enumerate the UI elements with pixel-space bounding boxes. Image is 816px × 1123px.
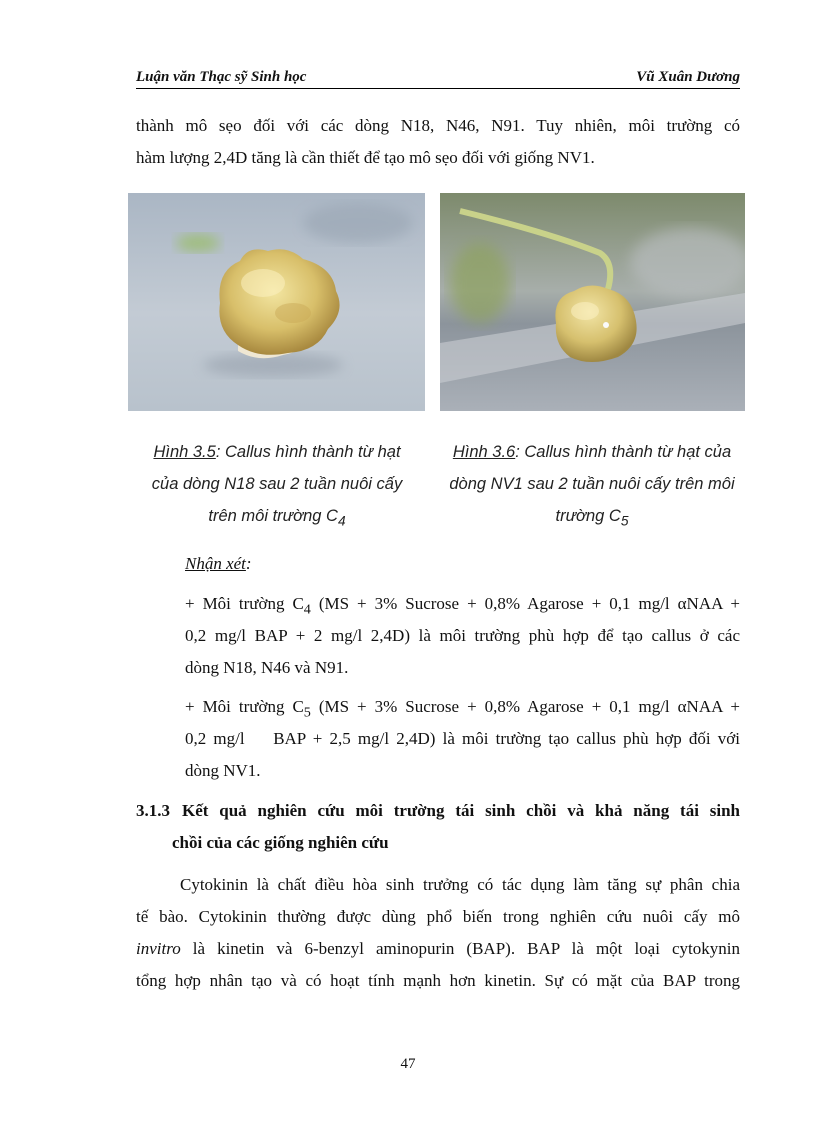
figure-3-6-caption-line-2: dòng NV1 sau 2 tuần nuôi cấy trên môi [449, 475, 735, 493]
remarks-heading: Nhận xét [185, 554, 246, 573]
remark-c4-subscript: 4 [303, 601, 311, 618]
intro-line-2: hàm lượng 2,4D tăng là cần thiết để tạo mô sẹo đối với giống NV1. [136, 148, 595, 167]
remark-c4-line-2: 0,2 mg/l BAP + 2 mg/l 2,4D) là môi trường phù hợp để tạo callus ở các [185, 626, 740, 645]
section-title-line-2: chồi của các giống nghiên cứu [172, 833, 389, 852]
remark-c4-line-1: (MS + 3% Sucrose + 0,8% Agarose + 0,1 mg/l αNAA + [310, 594, 741, 613]
remark-c5-subscript: 5 [303, 704, 311, 721]
figure-3-5-caption-line-2: của dòng N18 sau 2 tuần nuôi cấy [151, 475, 403, 493]
remark-item-c5 [185, 691, 740, 787]
header-thesis-title: Luận văn Thạc sỹ Sinh học [136, 69, 307, 85]
body-paragraph [136, 869, 740, 997]
remarks-title [185, 548, 252, 580]
section-title-line-1: Kết quả nghiên cứu môi trường tái sinh chồi và khả năng tái sinh [182, 801, 740, 820]
figure-3-5-caption [122, 436, 432, 532]
running-header [136, 66, 740, 89]
body-invitro-term: invitro [136, 939, 181, 958]
remark-c5-line-3: dòng NV1. [185, 761, 261, 780]
callus-photo-n18 [128, 193, 425, 411]
figure-3-6-label: Hình 3.6 [452, 443, 516, 461]
body-line-3: là kinetin và 6-benzyl aminopurin (BAP). BAP là một loại cytokynin [180, 939, 740, 958]
remark-c4-prefix: + Môi trường C [185, 594, 304, 613]
intro-line-1: thành mô sẹo đối với các dòng N18, N46, N91. Tuy nhiên, môi trường có [136, 116, 740, 135]
header-author: Vũ Xuân Dương [636, 69, 740, 85]
page-number: 47 [400, 1056, 416, 1072]
body-line-2: tế bào. Cytokinin thường được dùng phổ biến trong nghiên cứu nuôi cấy mô [136, 907, 740, 926]
figure-3-5-subscript: 4 [337, 513, 346, 529]
remark-c5-prefix: + Môi trường C [185, 697, 304, 716]
remark-c4-line-3: dòng N18, N46 và N91. [185, 658, 349, 677]
section-number: 3.1.3 [136, 801, 170, 820]
figure-3-6-caption-line-1: : Callus hình thành từ hạt của [515, 443, 732, 461]
figure-3-6-subscript: 5 [620, 513, 629, 529]
body-line-4: tổng hợp nhân tạo và có hoạt tính mạnh hơn kinetin. Sự có mặt của BAP trong [136, 971, 740, 990]
remark-c5-line-2: 0,2 mg/l BAP + 2,5 mg/l 2,4D) là môi trường tạo callus phù hợp đối với [185, 729, 740, 748]
body-line-1: Cytokinin là chất điều hòa sinh trưởng có tác dụng làm tăng sự phân chia [180, 875, 740, 894]
remark-item-c4 [185, 588, 740, 684]
figure-3-6-caption-line-3: trường C [555, 507, 621, 525]
intro-paragraph [136, 110, 740, 174]
remark-c5-line-1: (MS + 3% Sucrose + 0,8% Agarose + 0,1 mg/l αNAA + [310, 697, 741, 716]
figure-3-5-caption-line-1: : Callus hình thành từ hạt [215, 443, 401, 461]
figure-3-5-label: Hình 3.5 [153, 443, 216, 461]
remarks-colon: : [245, 554, 252, 573]
callus-photo-nv1 [440, 193, 745, 411]
figure-3-5-caption-line-3: trên môi trường C [208, 507, 338, 525]
figure-3-6-caption [437, 436, 747, 532]
